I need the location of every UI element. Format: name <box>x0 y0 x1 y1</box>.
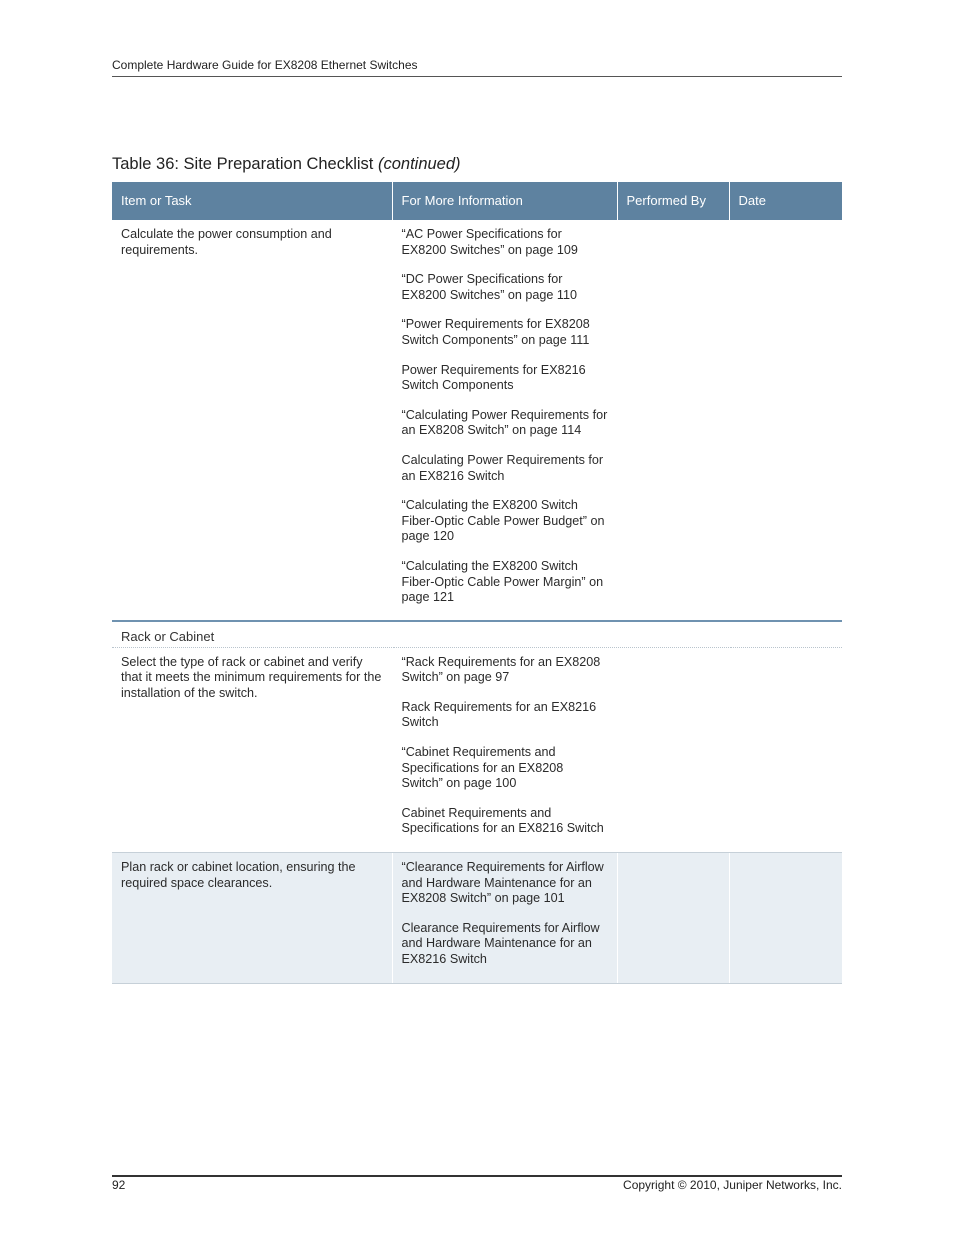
header-for-more-information: For More Information <box>392 182 617 220</box>
info-link: “DC Power Specifications for EX8200 Switches” on page 110 <box>401 272 578 302</box>
footer-rule <box>112 1175 842 1177</box>
running-header: Complete Hardware Guide for EX8208 Ethernet Switches <box>112 58 418 72</box>
date-cell <box>729 220 842 621</box>
site-preparation-checklist-table <box>112 182 842 984</box>
info-link: Clearance Requirements for Airflow and Hardware Maintenance for an EX8216 Switch <box>401 920 600 966</box>
task-cell: Plan rack or cabinet location, ensuring the required space clearances. <box>112 853 392 984</box>
info-link: “Cabinet Requirements and Specifications for an EX8208 Switch” on page 100 <box>401 745 564 791</box>
info-cell <box>392 220 617 621</box>
info-link: “AC Power Specifications for EX8200 Switches” on page 109 <box>401 227 578 257</box>
header-performed-by: Performed By <box>617 182 729 220</box>
task-cell: Select the type of rack or cabinet and verify that it meets the minimum requirements for the installation of the switch. <box>112 647 392 852</box>
info-link: Cabinet Requirements and Specifications for an EX8216 Switch <box>401 805 604 836</box>
table-row-clearance <box>112 853 842 984</box>
table-caption-continued: (continued) <box>377 155 461 173</box>
header-date: Date <box>729 182 842 220</box>
header-item-or-task: Item or Task <box>112 182 392 220</box>
page-number: 92 <box>112 1178 126 1192</box>
header-rule <box>112 76 842 77</box>
info-link: Power Requirements for EX8216 Switch Components <box>401 362 586 393</box>
info-cell <box>392 853 617 984</box>
info-link: “Calculating the EX8200 Switch Fiber-Optic Cable Power Budget” on page 120 <box>401 498 605 544</box>
copyright-notice: Copyright © 2010, Juniper Networks, Inc. <box>623 1178 842 1192</box>
performed-by-cell <box>617 853 729 984</box>
table-header-row <box>112 182 842 220</box>
table-row-power <box>112 220 842 621</box>
task-cell: Calculate the power consumption and requirements. <box>112 220 392 621</box>
info-link: Calculating Power Requirements for an EX8216 Switch <box>401 452 604 483</box>
info-link: “Power Requirements for EX8208 Switch Components” on page 111 <box>401 317 590 347</box>
section-row-rack-or-cabinet <box>112 621 842 648</box>
date-cell <box>729 647 842 852</box>
date-cell <box>729 853 842 984</box>
info-cell <box>392 647 617 852</box>
info-link: “Rack Requirements for an EX8208 Switch” on page 97 <box>401 654 601 685</box>
info-link: “Calculating Power Requirements for an EX8208 Switch” on page 114 <box>401 407 608 438</box>
section-label: Rack or Cabinet <box>112 621 842 648</box>
info-link: Rack Requirements for an EX8216 Switch <box>401 699 597 730</box>
info-link: “Clearance Requirements for Airflow and Hardware Maintenance for an EX8208 Switch” on page 101 <box>401 860 604 906</box>
performed-by-cell <box>617 220 729 621</box>
table-caption <box>112 155 461 174</box>
info-link: “Calculating the EX8200 Switch Fiber-Optic Cable Power Margin” on page 121 <box>401 558 604 605</box>
table-caption-title: Table 36: Site Preparation Checklist <box>112 155 374 173</box>
table-row-rack <box>112 647 842 852</box>
performed-by-cell <box>617 647 729 852</box>
